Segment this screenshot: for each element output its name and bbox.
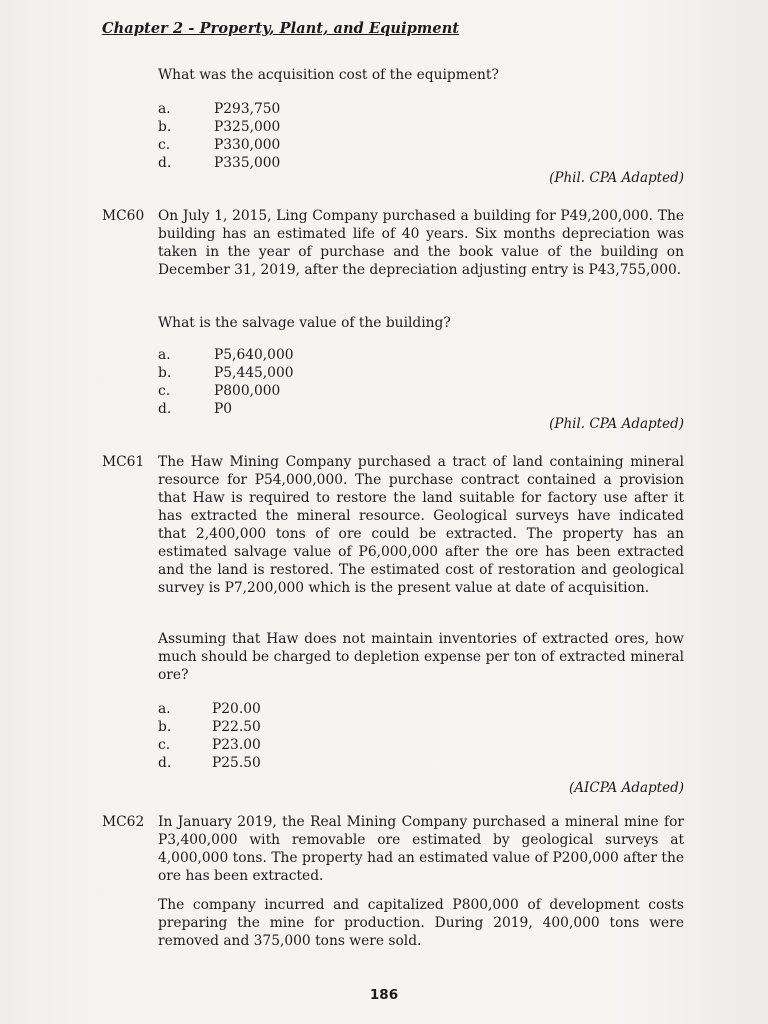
q59-option-d-value: P335,000 — [214, 155, 281, 171]
q62-body-continued: The company incurred and capitalized P800,000 of development costs preparing the mine for production. During 2019, 400,000 tons were removed and 375,000 tons were sold. — [158, 897, 684, 949]
q59-option-c-value: P330,000 — [214, 137, 281, 153]
q60-option-a-value: P5,640,000 — [214, 347, 294, 363]
q62-body: In January 2019, the Real Mining Company purchased a mineral mine for P3,400,000 with removable ore estimated by geological surveys at 4,000,000 tons. The property had an estimated value of P200,000 after the ore has been extracted. — [158, 814, 684, 884]
q60-body: On July 1, 2015, Ling Company purchased a building for P49,200,000. The building has an estimated life of 40 years. Six months depreciation was taken in the year of purchase and the book value of the building on December 31, 2019, after the depreciation adjusting entry is P43,755,000. — [158, 208, 684, 278]
q59-option-d-letter: d. — [158, 155, 172, 171]
q60-option-c-value: P800,000 — [214, 383, 281, 399]
q60-option-a-letter: a. — [158, 347, 171, 363]
q61-source: (AICPA Adapted) — [569, 780, 684, 796]
q61-option-b-value: P22.50 — [212, 719, 261, 735]
q61-option-b-letter: b. — [158, 719, 172, 735]
q59-option-a-value: P293,750 — [214, 101, 281, 117]
q61-question: Assuming that Haw does not maintain inventories of extracted ores, how much should be charged to depletion expense per ton of extracted mineral ore? — [158, 631, 684, 683]
q61-option-c-letter: c. — [158, 737, 171, 753]
q61-option-a-letter: a. — [158, 701, 171, 717]
q60-question: What is the salvage value of the building? — [158, 315, 451, 331]
q59-option-b-letter: b. — [158, 119, 172, 135]
q59-source: (Phil. CPA Adapted) — [549, 170, 684, 186]
q59-option-a-letter: a. — [158, 101, 171, 117]
chapter-title: Chapter 2 - Property, Plant, and Equipment — [102, 20, 460, 37]
q59-option-c-letter: c. — [158, 137, 171, 153]
q59-question: What was the acquisition cost of the equipment? — [158, 67, 499, 83]
q60-option-b-letter: b. — [158, 365, 172, 381]
q60-option-d-letter: d. — [158, 401, 172, 417]
q61-option-c-value: P23.00 — [212, 737, 261, 753]
q60-option-c-letter: c. — [158, 383, 171, 399]
q61-option-d-letter: d. — [158, 755, 172, 771]
q60-id: MC60 — [102, 208, 145, 224]
q60-source: (Phil. CPA Adapted) — [549, 416, 684, 432]
q61-option-d-value: P25.50 — [212, 755, 261, 771]
q59-option-b-value: P325,000 — [214, 119, 281, 135]
q60-option-b-value: P5,445,000 — [214, 365, 294, 381]
q61-body: The Haw Mining Company purchased a tract of land containing mineral resource for P54,000,000. The purchase contract contained a provision that Haw is required to restore the land suitable for factory use after it has extracted the mineral resource. Geological surveys have indicated that 2,400,000 tons of ore could be extracted. The property has an estimated salvage value of P6,000,000 after the ore has been extracted and the land is restored. The estimated cost of restoration and geological survey is P7,200,000 which is the present value at date of acquisition. — [158, 454, 684, 596]
q61-id: MC61 — [102, 454, 145, 470]
q60-option-d-value: P0 — [214, 401, 233, 417]
q61-option-a-value: P20.00 — [212, 701, 261, 717]
q62-id: MC62 — [102, 814, 145, 830]
page-number: 186 — [369, 987, 399, 1003]
